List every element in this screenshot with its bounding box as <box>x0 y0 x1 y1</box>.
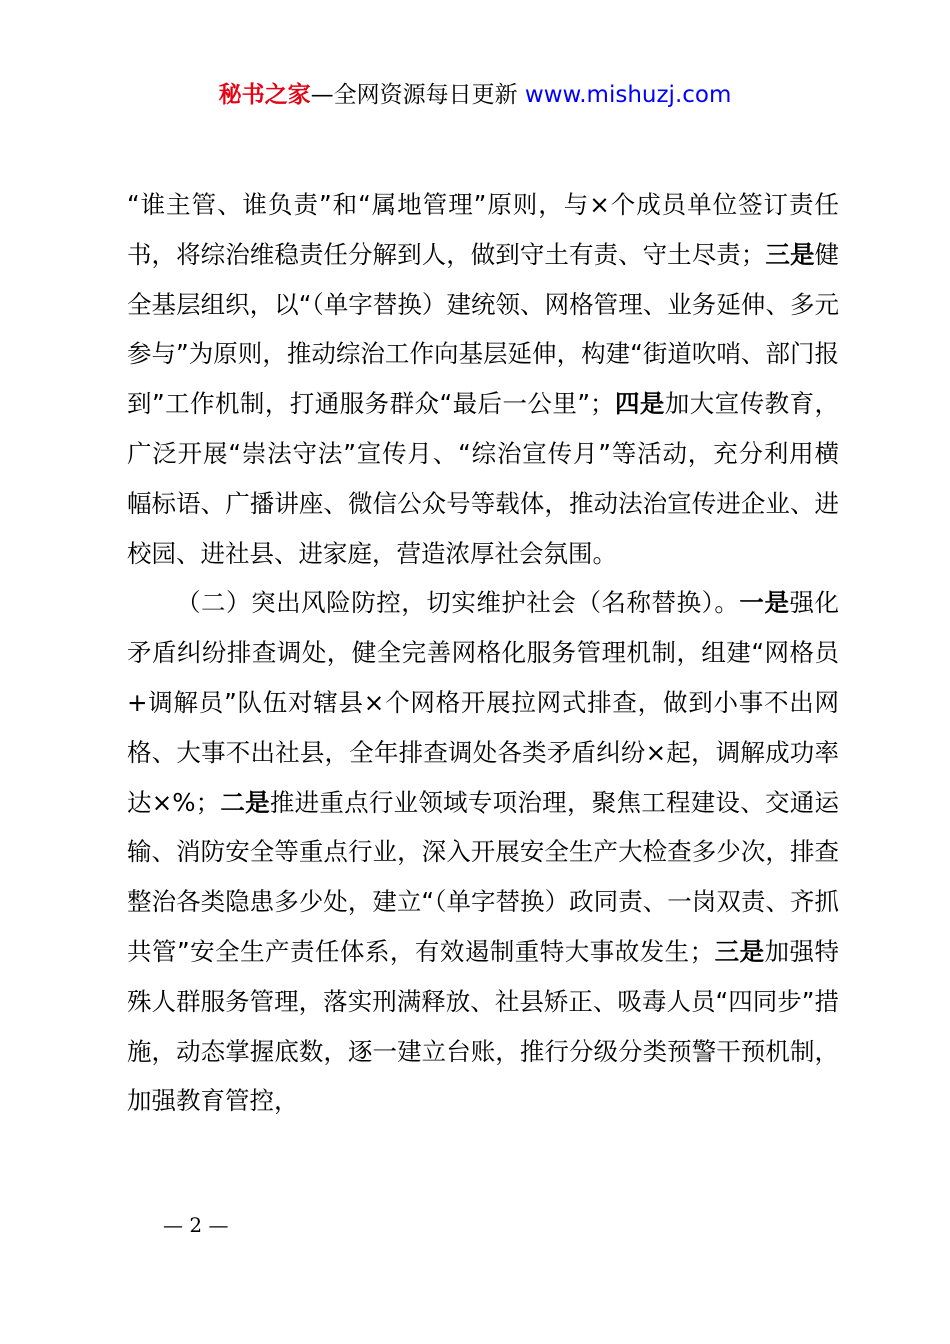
paragraph-text: 推进重点行业领域专项治理，聚焦工程建设、交通运输、消防安全等重点行业，深入开展安全生产大检查多少次，排查整治各类隐患多少处，建立“（单字替换）政同责、一岗双责、齐抓共管”安全生产责任体系，有效遏制重特大事故发生； <box>127 787 840 966</box>
paragraph-emphasis: 二是 <box>220 787 270 817</box>
paragraph-emphasis: 三是 <box>714 936 765 966</box>
paragraph-text: 强化矛盾纠纷排查调处，健全完善网格化服务管理机制，组建“网格员+调解员”队伍对辖县×个网格开展拉网式排查，做到小事不出网格、大事不出社县，全年排查调处各类矛盾纠纷×起，调解成功率达×%； <box>127 588 840 817</box>
section-heading: （二）突出风险防控，切实维护社会（名称替换）。 <box>176 588 740 618</box>
paragraph-text: 加强特殊人群服务管理，落实刑满释放、社县矫正、吸毒人员“四同步”措施，动态掌握底数，逐一建立台账，推行分级分类预警干预机制，加强教育管控， <box>127 936 840 1116</box>
paragraph <box>127 180 839 578</box>
paragraph-text: 健全基层组织，以“（单字替换）建统领、网格管理、业务延伸、多元参与”为原则，推动综治工作向基层延伸，构建“街道吹哨、部门报到”工作机制，打通服务群众“最后一公里”； <box>127 239 840 419</box>
site-brand: 秘书之家 <box>218 82 311 108</box>
site-header <box>0 78 950 112</box>
paragraph-emphasis: 一是 <box>739 588 790 618</box>
paragraph-emphasis: 三是 <box>765 239 815 269</box>
site-url[interactable]: www.mishuzj.com <box>524 82 732 108</box>
paragraph <box>127 578 839 1126</box>
page-number: — 2 — <box>163 1213 229 1237</box>
paragraph-text: “谁主管、谁负责”和“属地管理”原则，与×个成员单位签订责任书，将综治维稳责任分解到人，做到守土有责、守土尽责； <box>127 190 839 269</box>
site-tagline: —全网资源每日更新 <box>310 82 525 108</box>
paragraph-text: 加大宣传教育，广泛开展“崇法守法”宣传月、“综治宣传月”等活动，充分利用横幅标语、广播讲座、微信公众号等载体，推动法治宣传进企业、进校园、进社县、进家庭，营造浓厚社会氛围。 <box>127 389 840 568</box>
paragraph-emphasis: 四是 <box>614 389 665 419</box>
document-body <box>127 180 839 1126</box>
